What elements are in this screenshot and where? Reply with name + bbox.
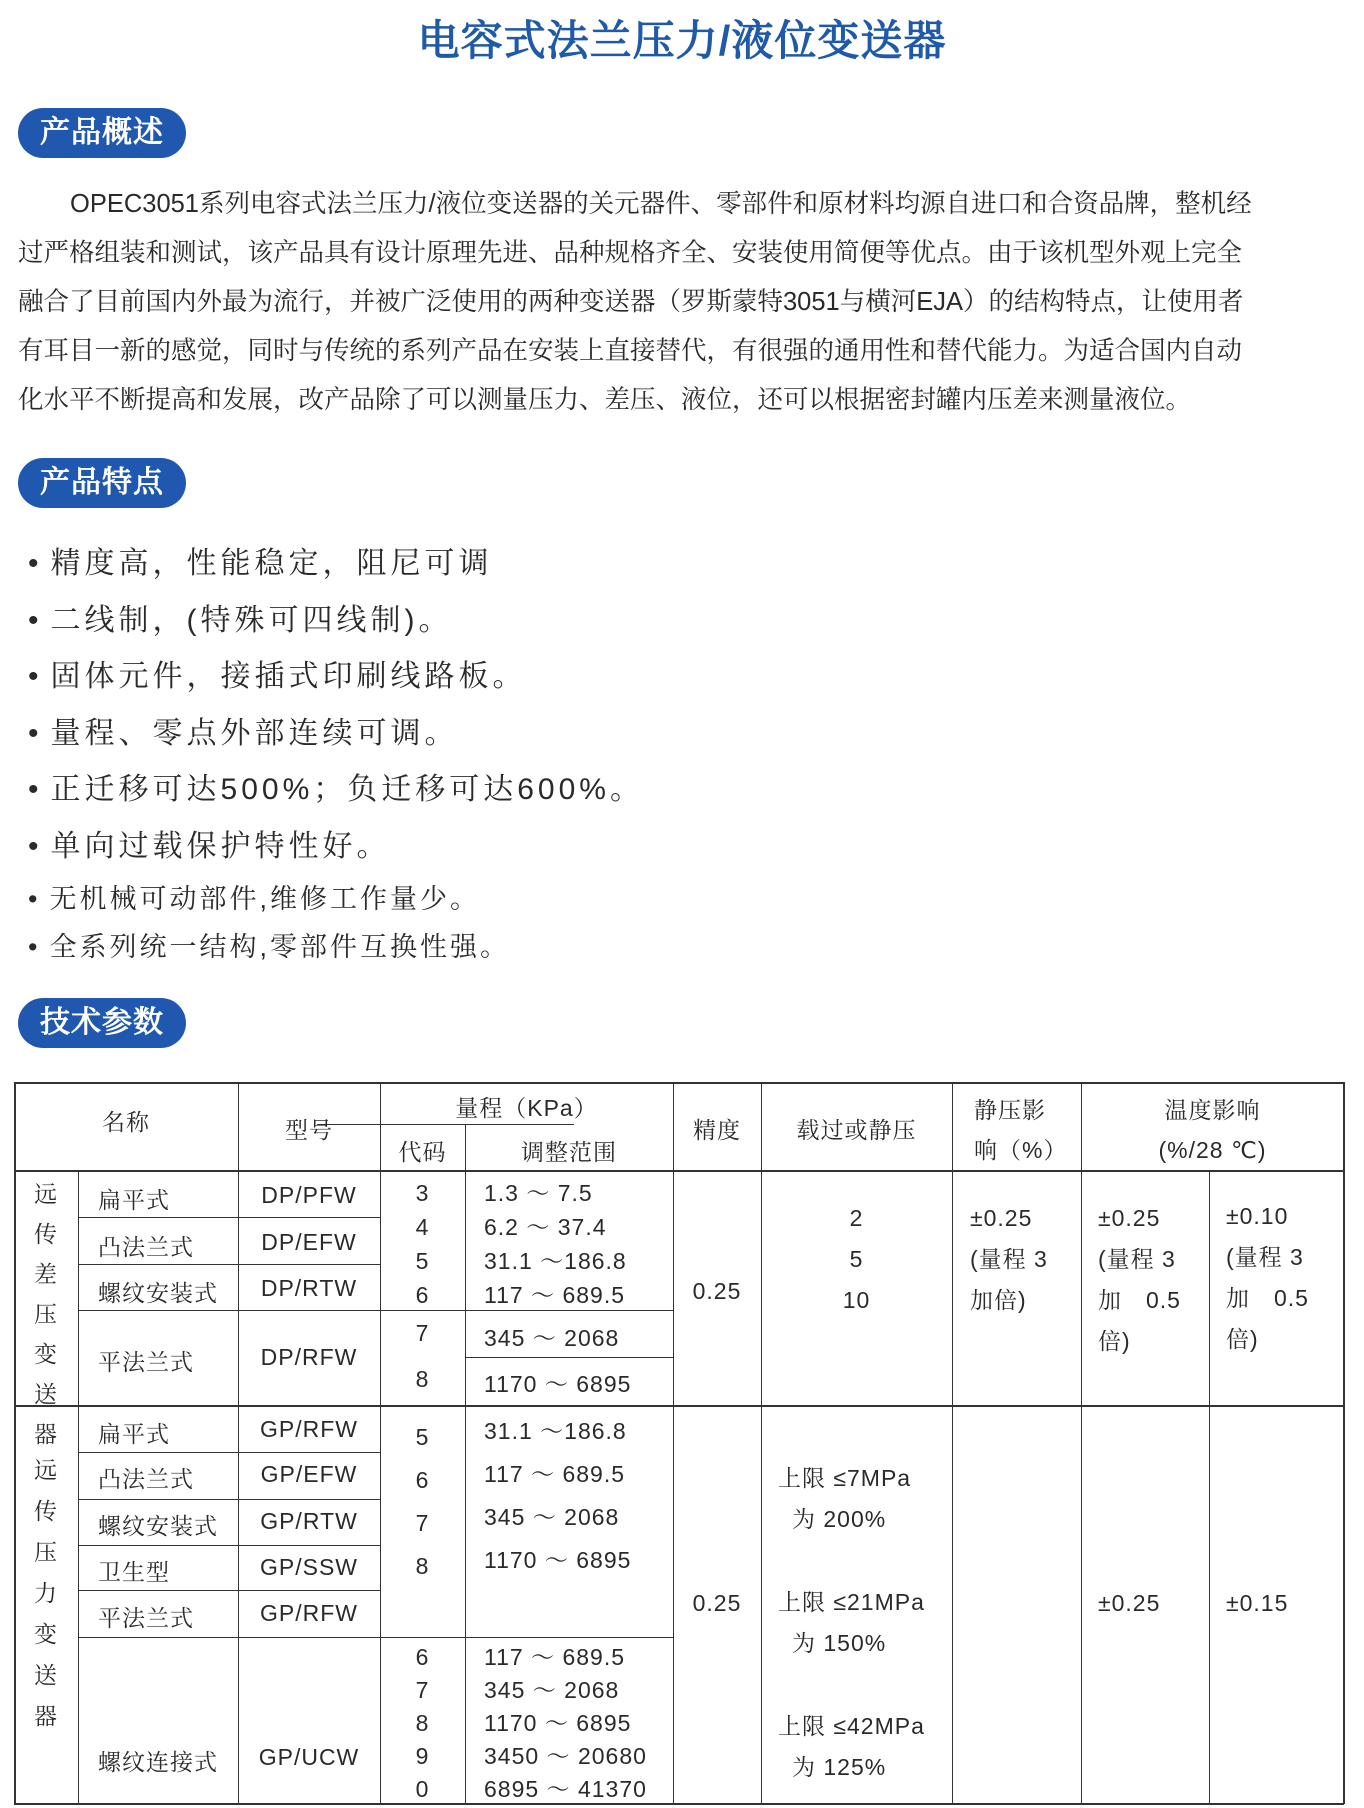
row-name: 平法兰式	[98, 1605, 194, 1631]
range-list: 117 ～ 689.5 345 ～ 2068 1170 ～ 6895 3450 ～ 20680 6895 ～ 41370	[484, 1644, 647, 1802]
table-rule	[1209, 1170, 1210, 1804]
header-static-effect: 静压影 响（%）	[974, 1097, 1068, 1163]
overview-line: 过严格组装和测试，该产品具有设计原理先进、品种规格齐全、安装使用简便等优点。由于该机型外观上完全	[18, 239, 1243, 267]
range-list: 31.1 ～186.8 117 ～ 689.5 345 ～ 2068 1170 ～ 6895	[484, 1418, 632, 1573]
feature-item: • 单向过载保护特性好。	[28, 829, 391, 863]
group-label-dp: 远 传 差 压 变 送 器	[34, 1181, 58, 1447]
header-code: 代码	[398, 1139, 447, 1165]
overview-line: 有耳目一新的感觉，同时与传统的系列产品在安装上直接替代，有很强的通用性和替代能力。为适合国内自动	[18, 337, 1243, 365]
group-label-gp: 远 传 压 力 变 送 器	[34, 1457, 58, 1729]
row-name: 卫生型	[98, 1559, 170, 1585]
row-model: DP/RFW	[260, 1344, 358, 1370]
feature-item: • 全系列统一结构,零部件互换性强。	[28, 932, 510, 962]
header-range: 量程（KPa）	[455, 1095, 598, 1121]
row-model: GP/RFW	[260, 1600, 358, 1626]
feature-item: • 无机械可动部件,维修工作量少。	[28, 884, 480, 914]
code-list: 5 6 7 8	[415, 1424, 430, 1579]
overview-line: OPEC3051系列电容式法兰压力/液位变送器的关元器件、零部件和原材料均源自进口和合资品牌，整机经	[70, 190, 1252, 218]
row-model: DP/EFW	[261, 1229, 357, 1255]
overview-line: 融合了目前国内外最为流行，并被广泛使用的两种变送器（罗斯蒙特3051与横河EJA）的结构特点，让使用者	[18, 288, 1244, 316]
header-accuracy: 精度	[693, 1117, 741, 1143]
header-overload: 载过或静压	[796, 1117, 917, 1143]
header-temp-effect: 温度影响 (%/28 ℃)	[1158, 1097, 1267, 1163]
row-model: DP/RTW	[260, 1275, 358, 1301]
overload-values: 上限 ≤7MPa 为 200% 上限 ≤21MPa 为 150% 上限 ≤42MPa 为 125%	[778, 1465, 925, 1780]
feature-item: • 固体元件，接插式印刷线路板。	[28, 660, 527, 693]
table-rule	[78, 1217, 380, 1218]
code-list: 3 4 5 6	[415, 1180, 430, 1308]
accuracy-value: 0.25	[692, 1590, 742, 1616]
feature-list	[28, 536, 644, 971]
row-model: GP/SSW	[259, 1554, 358, 1580]
row-model: GP/UCW	[258, 1744, 360, 1770]
table-rule	[78, 1264, 380, 1265]
temp-effect-value: ±0.15	[1226, 1590, 1289, 1616]
table-rule	[78, 1590, 380, 1591]
code-list: 6 7 8 9 0	[415, 1644, 430, 1802]
row-name: 扁平式	[98, 1421, 170, 1447]
row-name: 螺纹安装式	[98, 1280, 218, 1306]
row-model: GP/EFW	[260, 1461, 358, 1487]
table-rule	[14, 1170, 1344, 1172]
table-rule	[14, 1405, 1344, 1407]
spec-table	[14, 1082, 1344, 1804]
table-border	[1343, 1082, 1345, 1804]
range-list: 1.3 ～ 7.5 6.2 ～ 37.4 31.1 ～186.8 117 ～ 689.5	[484, 1180, 627, 1308]
header-adjust-range: 调整范围	[521, 1139, 617, 1165]
row-name: 凸法兰式	[98, 1234, 194, 1260]
static-effect-value: ±0.25 (量程 3 加倍)	[970, 1205, 1048, 1313]
accuracy-value: 0.25	[692, 1278, 742, 1304]
temp-effect-value: ±0.10 (量程 3 加 0.5 倍)	[1226, 1203, 1309, 1352]
table-rule	[465, 1357, 673, 1358]
row-name: 凸法兰式	[98, 1466, 194, 1492]
feature-item: • 二线制，(特殊可四线制)。	[28, 603, 453, 637]
row-name: 螺纹连接式	[98, 1749, 218, 1775]
table-rule	[78, 1452, 380, 1453]
section-features-heading: 产品特点	[18, 458, 186, 508]
row-name: 平法兰式	[98, 1349, 194, 1375]
row-model: DP/PFW	[261, 1182, 357, 1208]
table-rule	[78, 1637, 673, 1638]
table-rule	[78, 1545, 380, 1546]
table-rule	[952, 1082, 953, 1804]
header-name: 名称	[102, 1109, 150, 1135]
overview-paragraph	[18, 180, 1348, 425]
table-rule	[465, 1124, 466, 1804]
temp-effect-value: ±0.25 (量程 3 加 0.5 倍)	[1098, 1205, 1181, 1354]
temp-effect-value: ±0.25	[1098, 1590, 1161, 1616]
table-rule	[673, 1082, 674, 1804]
table-rule	[1081, 1082, 1082, 1804]
feature-item: • 量程、零点外部连续可调。	[28, 716, 459, 750]
section-specs-heading: 技术参数	[18, 998, 186, 1048]
table-rule	[761, 1082, 762, 1804]
section-overview-heading: 产品概述	[18, 108, 186, 158]
row-model: GP/RFW	[260, 1416, 358, 1442]
code-cell: 8	[415, 1366, 430, 1392]
page-title: 电容式法兰压力/液位变送器	[417, 17, 947, 64]
range-cell: 1170 ～ 6895	[484, 1371, 632, 1397]
code-cell: 7	[415, 1320, 430, 1346]
range-cell: 345 ～ 2068	[484, 1325, 620, 1351]
table-border	[14, 1803, 1344, 1805]
row-model: GP/RTW	[260, 1508, 358, 1534]
overview-line: 化水平不断提高和发展，改产品除了可以测量压力、差压、液位，还可以根据密封罐内压差来测量液位。	[18, 386, 1192, 414]
feature-item: • 正迁移可达500%；负迁移可达600%。	[28, 773, 644, 806]
table-border	[14, 1082, 1344, 1084]
table-rule	[78, 1499, 380, 1500]
overload-values: 2 5 10	[842, 1205, 871, 1313]
row-name: 扁平式	[98, 1187, 170, 1213]
feature-item: • 精度高，性能稳定，阻尼可调	[28, 547, 493, 580]
table-rule	[78, 1310, 380, 1311]
header-model: 型号	[285, 1117, 333, 1143]
row-name: 螺纹安装式	[98, 1513, 218, 1539]
